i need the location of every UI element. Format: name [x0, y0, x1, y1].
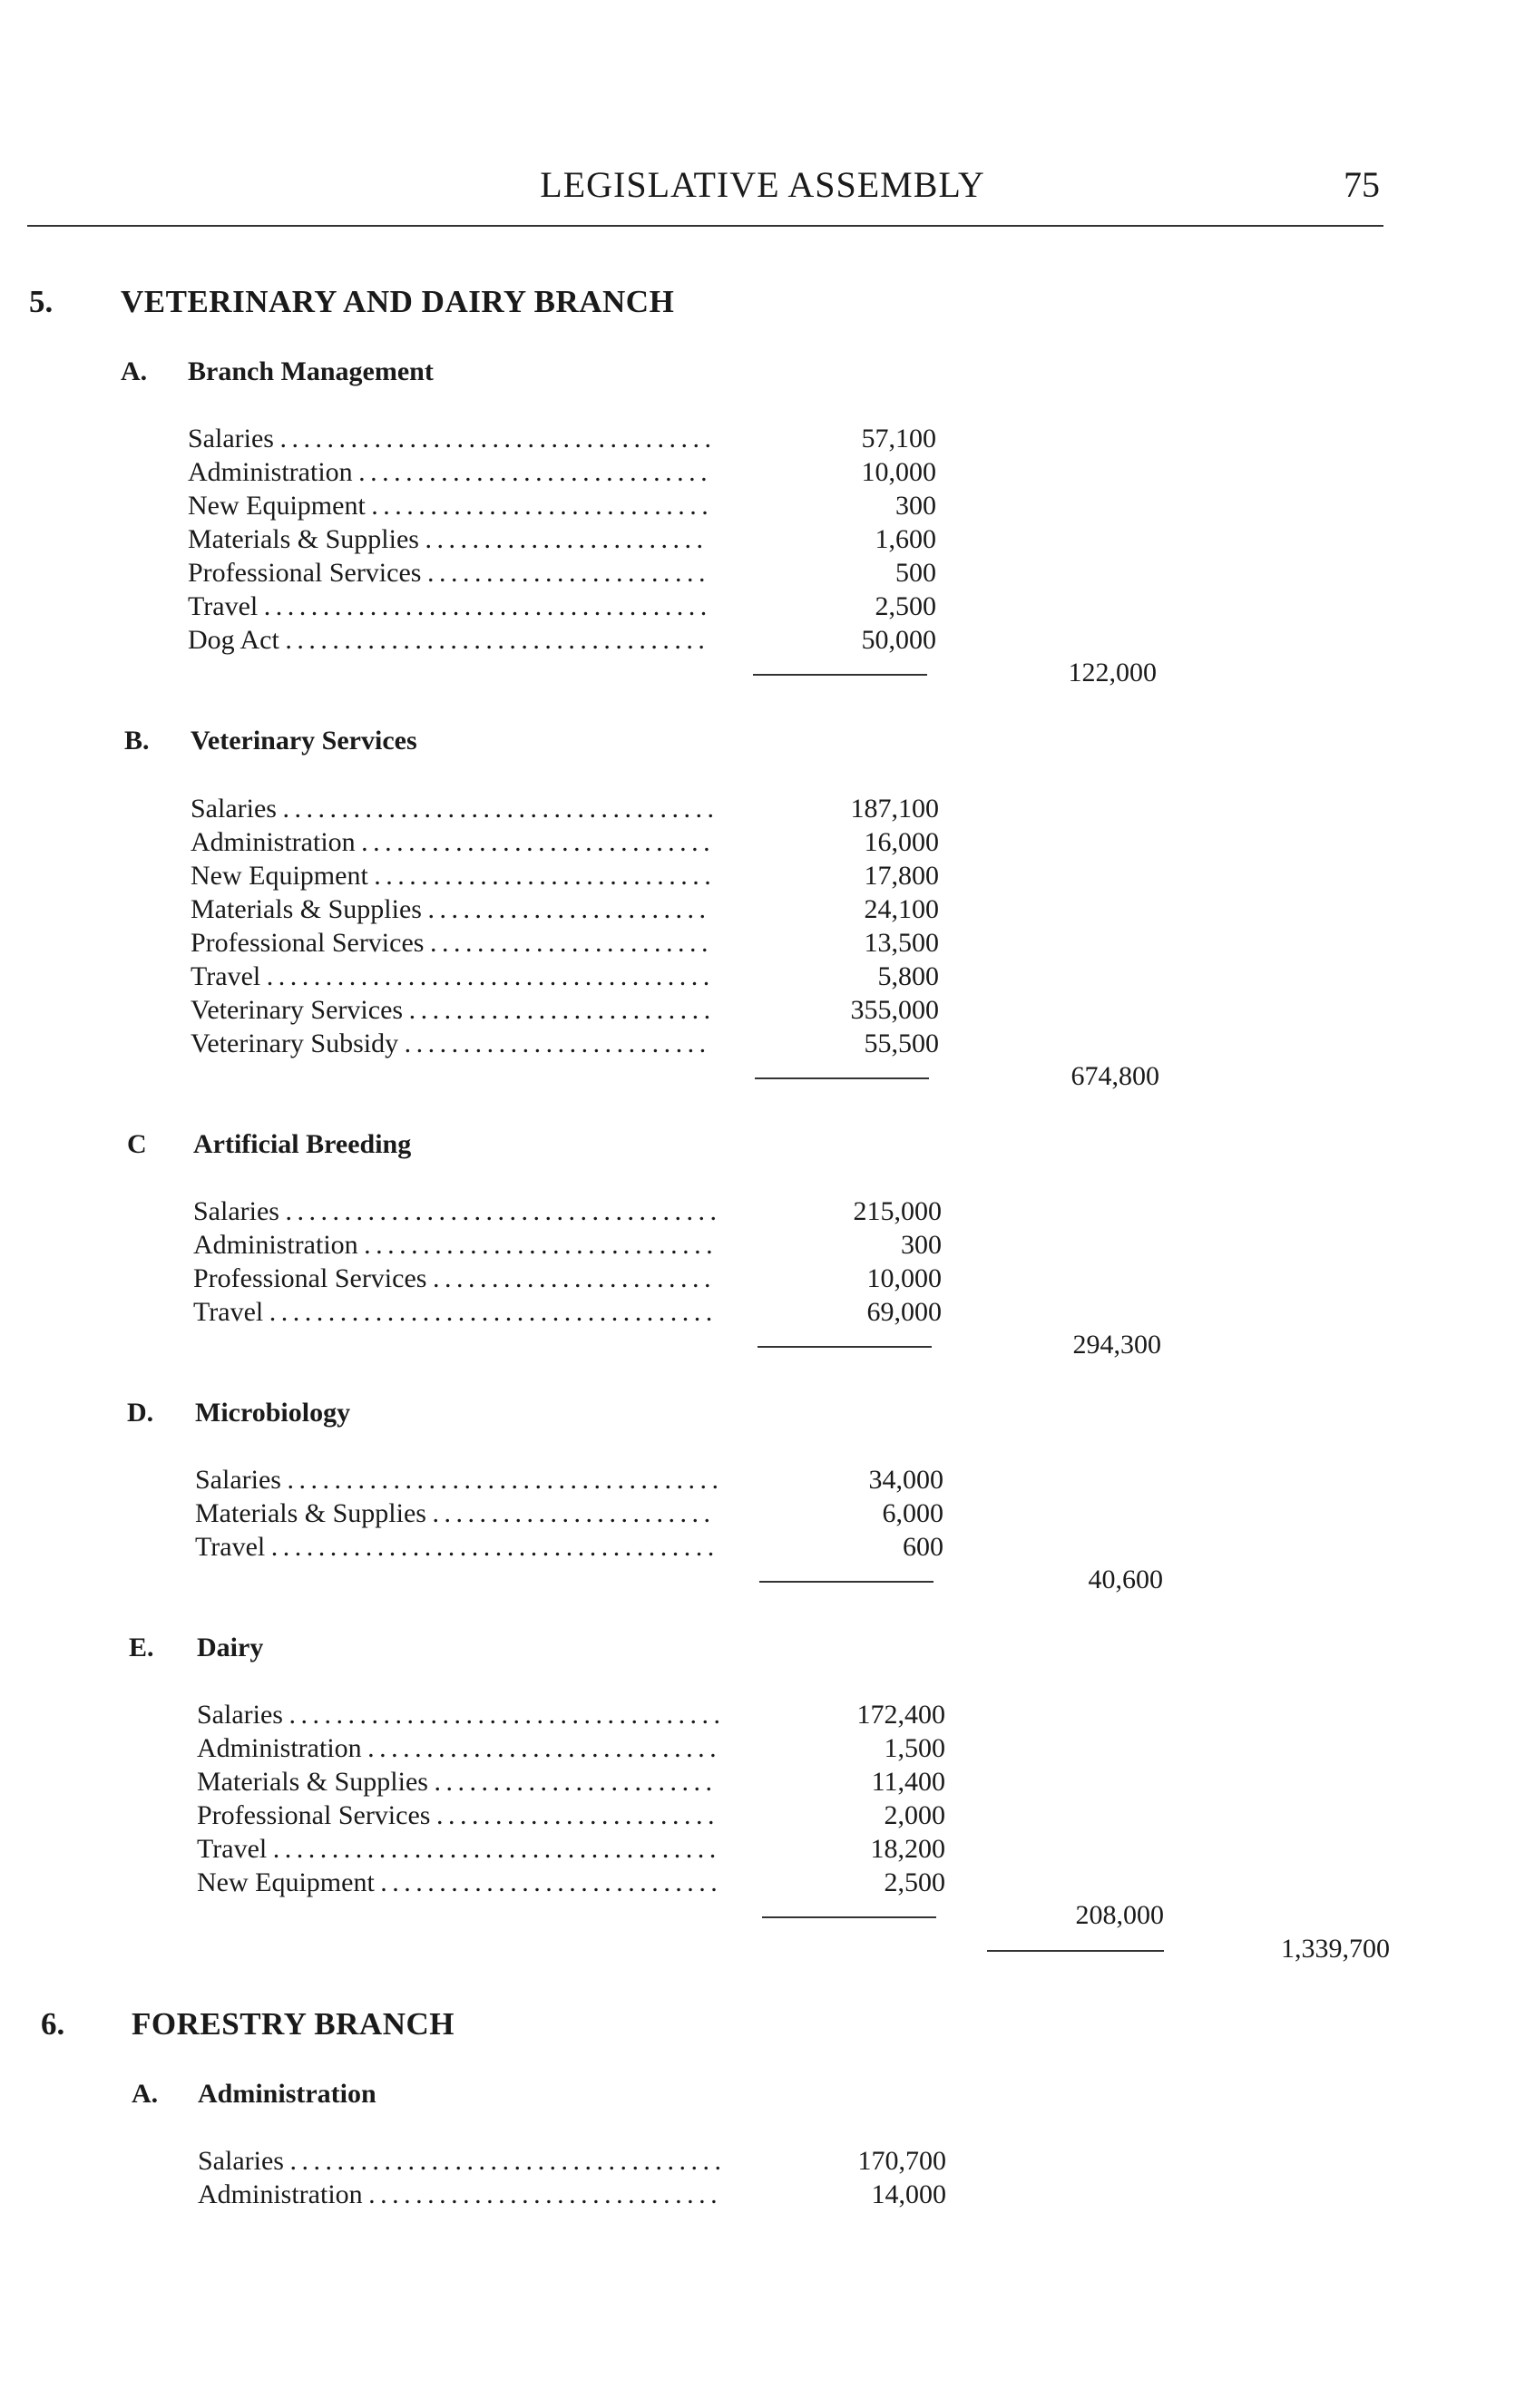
line-label: Salaries . . .: [188, 424, 709, 454]
line-label: Administration . . .: [191, 827, 712, 858]
line-amount: 55,500: [864, 1029, 939, 1058]
line-amount: 24,100: [864, 894, 939, 924]
subsection-letter: B.: [124, 726, 150, 756]
subsection-title: Artificial Breeding: [193, 1129, 412, 1159]
line-amount: 300: [901, 1230, 942, 1260]
subsection-letter: A.: [132, 2079, 159, 2109]
line-amount: 1,600: [875, 524, 936, 554]
line-label: Travel . . .: [193, 1297, 715, 1328]
subsection-title: Administration: [198, 2079, 376, 2109]
line-label: Travel . . .: [191, 961, 712, 992]
line-amount: 18,200: [870, 1834, 945, 1864]
line-label: Dog Act . . .: [188, 625, 709, 656]
line-label: Travel . . .: [195, 1532, 717, 1563]
header-divider: [27, 225, 1383, 227]
sum-rule: [753, 674, 927, 676]
subsection-total: 40,600: [1088, 1565, 1163, 1594]
line-label: Salaries . . .: [198, 2146, 719, 2177]
subsection-title: Branch Management: [188, 356, 434, 386]
line-label: Administration . . .: [193, 1230, 715, 1261]
section-title: FORESTRY BRANCH: [132, 2006, 455, 2042]
line-label: Administration . . .: [188, 457, 709, 488]
line-amount: 10,000: [866, 1263, 942, 1293]
line-label: Salaries . . .: [195, 1465, 717, 1496]
page-number: 75: [1344, 164, 1380, 205]
line-label: New Equipment . . .: [197, 1867, 719, 1898]
line-amount: 17,800: [864, 861, 939, 891]
header-title: LEGISLATIVE ASSEMBLY: [540, 164, 985, 205]
subsection-title: Dairy: [197, 1633, 264, 1662]
subsection-letter: E.: [129, 1633, 154, 1662]
line-amount: 2,000: [884, 1800, 945, 1830]
section-number: 6.: [41, 2006, 65, 2042]
subsection-title: Veterinary Services: [191, 726, 417, 756]
line-label: Materials & Supplies . . .: [197, 1767, 719, 1798]
line-amount: 355,000: [850, 995, 939, 1025]
subsection-letter: A.: [121, 356, 148, 386]
line-amount: 11,400: [871, 1767, 945, 1797]
subsection-total: 122,000: [1068, 658, 1157, 687]
line-label: Professional Services . . .: [188, 558, 709, 589]
line-amount: 13,500: [864, 928, 939, 958]
line-amount: 5,800: [877, 961, 939, 991]
sum-rule: [762, 1916, 936, 1918]
subsection-letter: D.: [127, 1398, 154, 1428]
subsection-total: 208,000: [1075, 1900, 1164, 1930]
line-label: Salaries . . .: [193, 1196, 715, 1227]
line-label: Administration . . .: [198, 2179, 719, 2210]
line-label: Professional Services . . .: [193, 1263, 715, 1294]
line-amount: 300: [895, 491, 936, 521]
line-label: New Equipment . . .: [188, 491, 709, 522]
line-amount: 10,000: [861, 457, 936, 487]
line-amount: 50,000: [861, 625, 936, 655]
line-amount: 2,500: [875, 591, 936, 621]
line-amount: 172,400: [856, 1700, 945, 1730]
line-label: Materials & Supplies . . .: [195, 1498, 717, 1529]
line-amount: 1,500: [884, 1733, 945, 1763]
line-amount: 215,000: [853, 1196, 942, 1226]
line-label: Travel . . .: [188, 591, 709, 622]
line-label: Professional Services . . .: [191, 928, 712, 959]
subsection-total: 294,300: [1072, 1330, 1161, 1360]
subsection-title: Microbiology: [195, 1398, 351, 1428]
line-amount: 6,000: [882, 1498, 943, 1528]
sum-rule: [758, 1346, 932, 1348]
section-number: 5.: [29, 284, 54, 319]
line-amount: 14,000: [871, 2179, 946, 2209]
section-sum-rule: [987, 1950, 1164, 1952]
line-amount: 57,100: [861, 424, 936, 453]
line-label: Materials & Supplies . . .: [188, 524, 709, 555]
line-label: Veterinary Services . . .: [191, 995, 712, 1026]
line-label: Travel . . .: [197, 1834, 719, 1865]
sum-rule: [755, 1077, 929, 1079]
line-amount: 500: [895, 558, 936, 588]
line-label: Veterinary Subsidy . . .: [191, 1029, 712, 1059]
line-amount: 187,100: [850, 794, 939, 824]
line-amount: 16,000: [864, 827, 939, 857]
line-label: Materials & Supplies . . .: [191, 894, 712, 925]
section-total: 1,339,700: [1281, 1934, 1390, 1964]
sum-rule: [759, 1581, 934, 1583]
subsection-total: 674,800: [1070, 1061, 1159, 1091]
line-label: Salaries . . .: [191, 794, 712, 824]
line-amount: 69,000: [866, 1297, 942, 1327]
subsection-letter: C: [127, 1129, 147, 1159]
line-label: Professional Services . . .: [197, 1800, 719, 1831]
line-amount: 600: [903, 1532, 943, 1562]
line-label: New Equipment . . .: [191, 861, 712, 892]
section-title: VETERINARY AND DAIRY BRANCH: [121, 284, 675, 319]
line-label: Administration . . .: [197, 1733, 719, 1764]
line-amount: 170,700: [857, 2146, 946, 2176]
line-amount: 34,000: [868, 1465, 943, 1495]
line-amount: 2,500: [884, 1867, 945, 1897]
line-label: Salaries . . .: [197, 1700, 719, 1730]
